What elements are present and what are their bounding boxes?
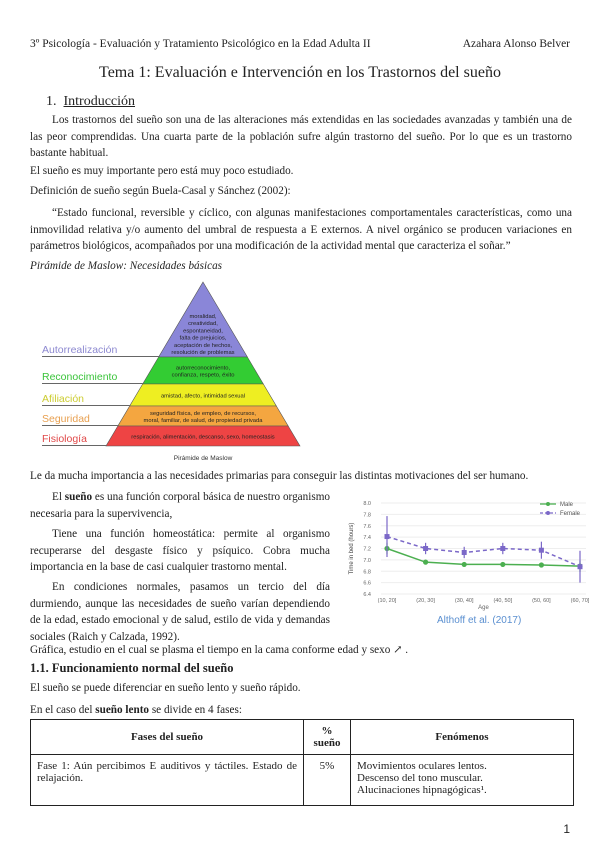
level-text: creatividad, (188, 321, 218, 328)
data-point (500, 562, 505, 567)
legend-label: Female (560, 511, 581, 517)
level-text: seguridad física, de empleo, de recursos, (149, 410, 257, 417)
subsection-heading: 1.1. Funcionamiento normal del sueño (30, 661, 234, 675)
data-point (423, 546, 428, 551)
level-text: confianza, respeto, éxito (171, 372, 235, 379)
level-text: respiración, alimentación, descanso, sexo, homeostasis (131, 434, 275, 441)
sleep-phases-table (30, 719, 574, 806)
legend-marker (546, 511, 550, 515)
legend-marker (546, 502, 550, 506)
y-tick-label: 8.0 (363, 501, 371, 507)
page-title: Tema 1: Evaluación e Intervención en los Trastornos del sueño (99, 64, 501, 81)
level-label: Seguridad (42, 413, 90, 425)
data-point (500, 546, 505, 551)
y-tick-label: 6.4 (363, 592, 371, 598)
level-text: amistad, afecto, intimidad sexual (160, 393, 246, 400)
header-left: 3º Psicología - Evaluación y Tratamiento Psicológico en la Edad Adulta II (30, 38, 371, 50)
level-text: espontaneidad, (183, 328, 223, 335)
x-tick-label: (30, 40] (454, 598, 474, 604)
data-point (462, 550, 467, 555)
level-text: autorreconocimiento, (175, 365, 231, 372)
x-tick-label: (40, 50] (493, 598, 513, 604)
data-point (385, 534, 390, 539)
paragraph: El sueño es una función corporal básica de nuestro organismo necesaria para la supervivencia, (30, 491, 330, 520)
level-label: Autorrealización (42, 344, 118, 356)
pyramid-caption: Pirámide de Maslow (173, 455, 233, 462)
y-tick-label: 6.8 (363, 569, 371, 576)
x-tick-label: (60, 70] (570, 598, 590, 604)
x-tick-label: (10, 20] (377, 598, 397, 604)
column-header: Fases del sueño (31, 720, 304, 755)
table-header-row (31, 720, 574, 755)
level-text: aceptación de hechos, (173, 342, 233, 349)
quote: “Estado funcional, reversible y cíclico, con algunas manifestaciones comportamentales características, como una inmovilidad relativa y/o aumento del umbral de respuesta a E externos. A nivel orgánico se producen variaciones en parámetros biológicos, acompañados por una modificación de la actividad mental que caracteriza el soñar.” (30, 207, 572, 252)
y-axis-label: Time in bed (hours) (349, 522, 355, 575)
paragraph: Tiene una función homeostática: permite al organismo recuperarse del desgaste físico y psíquico. Cobra mucha importancia en la base de casi cualquier trastorno mental. (30, 528, 330, 573)
paragraph: Definición de sueño según Buela-Casal y Sánchez (2002): (30, 185, 291, 197)
y-tick-label: 7.0 (363, 557, 371, 564)
paragraph: El sueño es muy importante pero está muy poco estudiado. (30, 165, 294, 177)
figure-caption: Pirámide de Maslow: Necesidades básicas (30, 260, 223, 272)
y-tick-label: 7.2 (363, 546, 371, 553)
level-text: moralidad, (189, 314, 217, 320)
column-header: % sueño (304, 720, 351, 755)
x-axis-label: Age (478, 605, 489, 611)
section-heading (46, 94, 135, 110)
page-number: 1 (563, 822, 570, 836)
paragraph: Los trastornos del sueño son una de las alteraciones más extendidas en las sociedades avanzadas y también una de las peor comprendidas. Una cuarta parte de la población sufre algún trastorno del sueño. Por lo que es un trastorno bastante habitual. (30, 114, 572, 159)
data-point (539, 548, 544, 553)
y-tick-label: 7.6 (363, 523, 371, 530)
level-text: moral, familiar, de salud, de propiedad privada (143, 418, 263, 425)
x-tick-label: (20, 30] (416, 598, 435, 604)
table-cell: Fase 1: Aún percibimos E auditivos y táctiles. Estado de relajación. (31, 755, 304, 806)
table-cell: 5% (304, 755, 351, 806)
paragraph: El sueño se puede diferenciar en sueño lento y sueño rápido. (30, 682, 301, 694)
level-label: Afiliación (42, 393, 85, 405)
section-title: Introducción (63, 94, 136, 109)
paragraph: Gráfica, estudio en el cual se plasma el tiempo en la cama conforme edad y sexo ↗ . (30, 644, 409, 656)
header-right: Azahara Alonso Belver (462, 38, 570, 50)
table-cell: Movimientos oculares lentos. Descenso del tono muscular. Alucinaciones hipnagógicas¹. (351, 755, 574, 806)
table-row (31, 755, 574, 806)
level-text: falta de prejuicios, (179, 335, 227, 342)
y-tick-label: 7.4 (363, 535, 371, 542)
data-point (462, 562, 467, 567)
paragraph: En el caso del sueño lento se divide en 4 fases: (30, 704, 242, 716)
level-text: resolución de problemas (171, 350, 235, 356)
column-header: Fenómenos (351, 720, 574, 755)
legend-label: Male (560, 502, 574, 508)
level-label: Reconocimiento (42, 371, 118, 383)
section-number: 1. (46, 94, 57, 109)
data-point (578, 564, 583, 569)
x-tick-label: (50, 60] (532, 598, 551, 604)
data-point (539, 562, 544, 567)
chart-source: Althoff et al. (2017) (437, 615, 522, 626)
level-label: Fisiología (42, 433, 87, 445)
paragraph: Le da mucha importancia a las necesidades primarias para conseguir las distintas motivaciones del ser humano. (30, 470, 529, 482)
paragraph: En condiciones normales, pasamos un tercio del día durmiendo, aunque las necesidades de sueño varían dependiendo de la edad, estado emocional y de salud, estilo de vida y demandas sociales (Raich y Calzada, 1992). (30, 581, 330, 643)
maslow-pyramid (30, 276, 310, 466)
data-point (423, 560, 428, 565)
y-tick-label: 7.8 (363, 512, 371, 519)
y-tick-label: 6.6 (363, 580, 371, 587)
line-chart (335, 492, 595, 627)
series-line (387, 537, 580, 567)
